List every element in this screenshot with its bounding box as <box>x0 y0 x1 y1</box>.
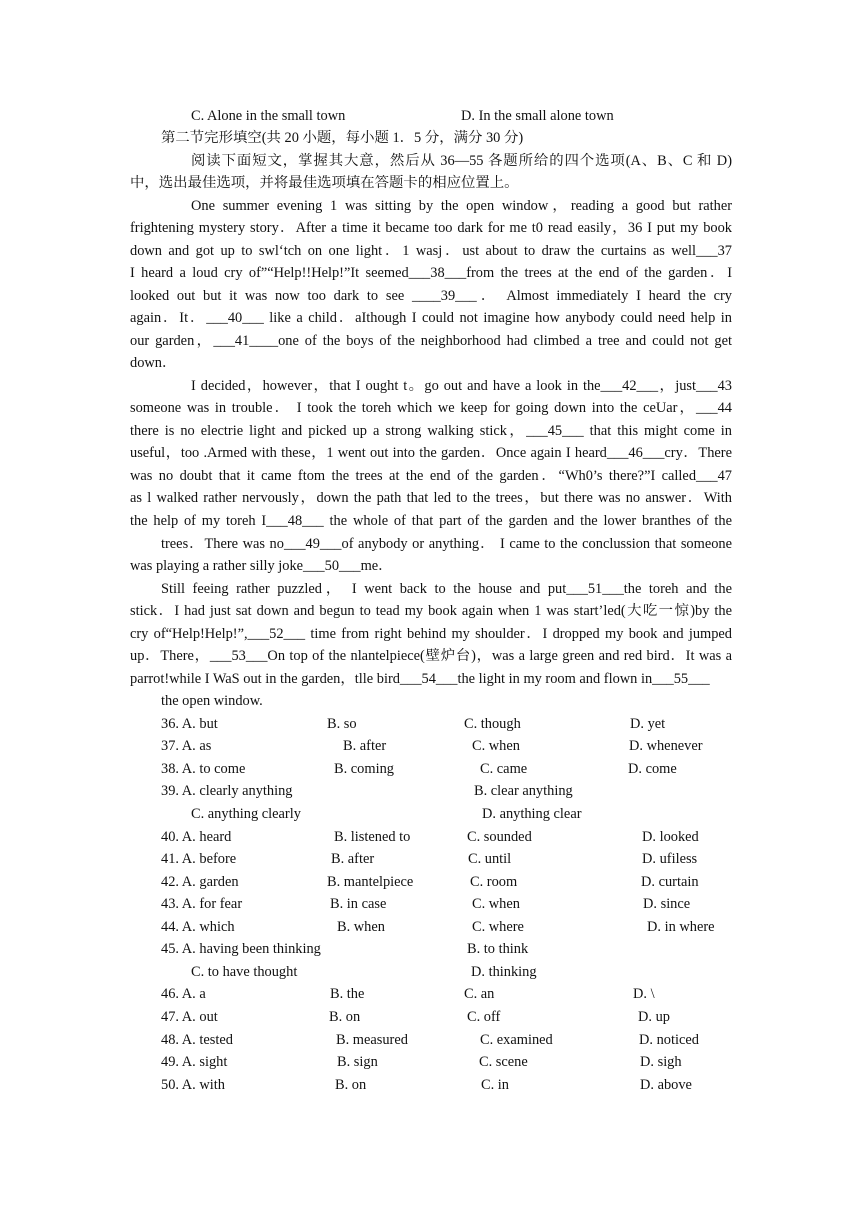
passage-line: I decided，however，that I ought t。go out and have a look in the___42___，just___43 <box>191 378 732 394</box>
option-c: C. until <box>468 851 512 867</box>
passage-line: Still feeing rather puzzled， I went back to the house and put___51___the toreh and the <box>161 581 732 597</box>
option-c: C. an <box>464 986 495 1002</box>
option-c: C. when <box>472 896 520 912</box>
option-b: B. mantelpiece <box>327 874 414 890</box>
option-d: D. ufiless <box>642 851 698 867</box>
passage-line: I heard a loud cry of”“Help!!Help!”It seemed___38___from the trees at the end of the garden．I <box>130 265 732 281</box>
passage-line: someone was in trouble． I took the toreh which we keep for going down into the ceUar，___44 <box>130 400 732 416</box>
option-d: D. thinking <box>471 964 537 980</box>
option-b: B. on <box>329 1009 361 1025</box>
option-d: D. curtain <box>641 874 699 890</box>
option-a: 42. A. garden <box>161 874 239 890</box>
passage-line: up．There，___53___On top of the nlantelpiece(壁炉台)，was a large green and red bird．It was a <box>130 648 732 664</box>
option-a: 48. A. tested <box>161 1032 233 1048</box>
option-d: D. yet <box>630 716 666 732</box>
option-a: 43. A. for fear <box>161 896 243 912</box>
option-b: B. after <box>343 738 387 754</box>
passage-line: our garden，___41____one of the boys of the neighborhood had climbed a tree and could not get <box>130 333 732 349</box>
option-b: B. when <box>337 919 385 935</box>
passage-line: was playing a rather silly joke___50___me． <box>130 558 393 574</box>
option-b: B. coming <box>334 761 394 777</box>
passage-line: trees．There was no___49___of anybody or anything． I came to the conclussion that someone <box>161 536 732 552</box>
option-d: D. up <box>638 1009 670 1025</box>
option-c: C. examined <box>480 1032 553 1048</box>
option-c: C. where <box>472 919 524 935</box>
instructions-line-1: 阅读下面短文，掌握其大意，然后从 36—55 各题所给的四个选项(A、B、C 和 D) <box>191 153 732 169</box>
option-c: C. to have thought <box>191 964 298 980</box>
passage-line: cry of“Help!Help!”,___52___ time from right behind my shoulder．I dropped my book and jumped <box>130 626 732 642</box>
passage-line: looked out but it was now too dark to see ____39___． Almost immediately I heard the cry <box>130 288 732 304</box>
option-b: B. to think <box>467 941 529 957</box>
option-b: B. listened to <box>334 829 411 845</box>
option-c: C. though <box>464 716 521 732</box>
passage-line: parrot!while I WaS out in the garden，tlle bird___54___the light in my room and flown in___55___ <box>130 671 710 687</box>
option-c: C. anything clearly <box>191 806 301 822</box>
option-d: D. come <box>628 761 677 777</box>
prev-option-d: D. In the small alone town <box>461 108 614 124</box>
option-c: C. in <box>481 1077 509 1093</box>
passage-line: One summer evening 1 was sitting by the open window，reading a good but rather <box>191 198 732 214</box>
option-a: 49. A. sight <box>161 1054 228 1070</box>
option-a: 37. A. as <box>161 738 212 754</box>
option-d: D. looked <box>642 829 699 845</box>
passage-line: down and got up to swl‘tch on one light．1 wasj．ust about to draw the curtains as well___37 <box>130 243 732 259</box>
passage-line: the help of my toreh I___48___ the whole of that part of the garden and the lower branthes of the <box>130 513 732 529</box>
option-d: D. anything clear <box>482 806 582 822</box>
option-a: 44. A. which <box>161 919 235 935</box>
option-c: C. scene <box>479 1054 528 1070</box>
option-c: C. off <box>467 1009 501 1025</box>
option-d: D. whenever <box>629 738 703 754</box>
passage-line: stick．I had just sat down and begun to tead my book again when 1 was start’led(大吃一惊)by the <box>130 603 732 619</box>
prev-option-c: C. Alone in the small town <box>191 108 346 124</box>
passage-line: as l walked rather nervously，down the path that led to the trees，but there was no answer．With <box>130 490 732 506</box>
option-b: B. so <box>327 716 357 732</box>
option-c: C. room <box>470 874 518 890</box>
option-a: 46. A. a <box>161 986 206 1002</box>
option-b: B. sign <box>337 1054 378 1070</box>
option-a: 45. A. having been thinking <box>161 941 321 957</box>
passage-line: was no doubt that it came ftom the trees at the end of the garden．“Wh0’s there?”I called___47 <box>130 468 732 484</box>
option-a: 39. A. clearly anything <box>161 783 293 799</box>
option-b: B. measured <box>336 1032 408 1048</box>
option-a: 41. A. before <box>161 851 237 867</box>
option-b: B. on <box>335 1077 367 1093</box>
option-a: 38. A. to come <box>161 761 246 777</box>
option-c: C. sounded <box>467 829 532 845</box>
passage-line: the open window. <box>161 693 263 709</box>
option-b: B. after <box>331 851 375 867</box>
option-d: D. noticed <box>639 1032 699 1048</box>
section-heading: 第二节完形填空(共 20 小题，每小题 1．5 分，满分 30 分) <box>161 130 524 146</box>
passage-line: again．It．___40___ like a child．aIthough I could not imagine how anybody could need help in <box>130 310 732 326</box>
passage-line: down． <box>130 355 177 371</box>
option-d: D. \ <box>633 986 655 1002</box>
option-a: 47. A. out <box>161 1009 218 1025</box>
option-b: B. clear anything <box>474 783 573 799</box>
option-d: D. since <box>643 896 691 912</box>
option-a: 40. A. heard <box>161 829 232 845</box>
option-c: C. came <box>480 761 528 777</box>
option-b: B. the <box>330 986 365 1002</box>
passage-line: frightening mystery story．After a time it became too dark for me t0 read easily，36 I put my book <box>130 220 732 236</box>
option-a: 50. A. with <box>161 1077 225 1093</box>
passage-line: there is no electrie light and picked up a strong walking stick，___45___ that this might come in <box>130 423 732 439</box>
instructions-line-2: 中，选出最佳选项，并将最佳选项填在答题卡的相应位置上。 <box>130 175 519 191</box>
option-d: D. above <box>640 1077 692 1093</box>
option-d: D. sigh <box>640 1054 682 1070</box>
option-a: 36. A. but <box>161 716 218 732</box>
option-c: C. when <box>472 738 520 754</box>
passage-line: useful，too .Armed with these，1 went out into the garden．Once again I heard___46___cry．There <box>130 445 732 461</box>
option-b: B. in case <box>330 896 387 912</box>
option-d: D. in where <box>647 919 715 935</box>
